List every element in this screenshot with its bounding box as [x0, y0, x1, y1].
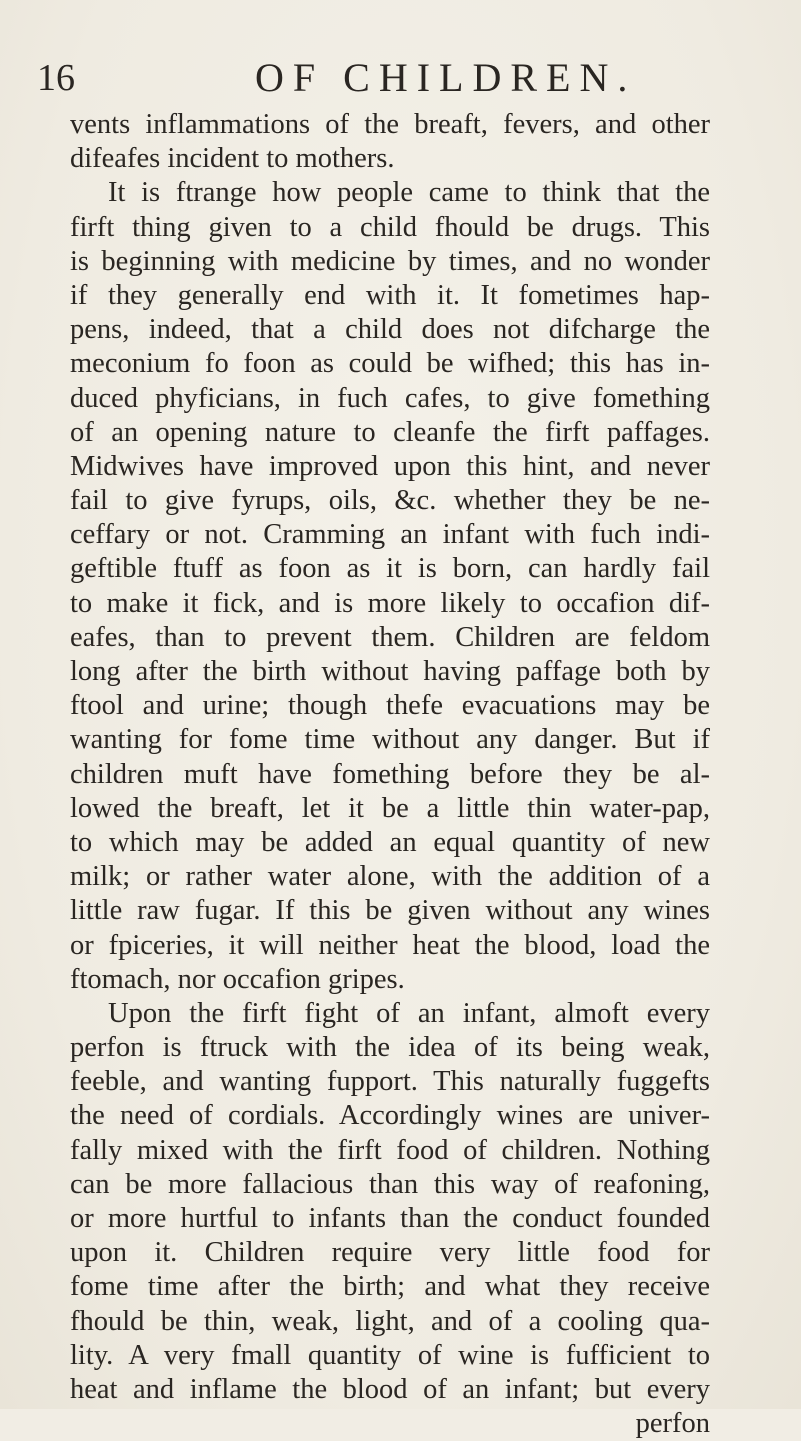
text-line: heat and inflame the blood of an infant; but every: [70, 1373, 710, 1405]
text-line: long after the birth without having paffage both by: [70, 656, 710, 687]
text-line: pens, indeed, that a child does not difcharge the: [70, 314, 710, 346]
text-line: milk; or rather water alone, with the addition of a: [70, 861, 710, 893]
text-line: ceffary or not. Cramming an infant with fuch indi-: [70, 519, 710, 551]
text-line: firft thing given to a child fhould be drugs. This: [70, 211, 710, 243]
text-line: upon it. Children require very little food for: [70, 1237, 710, 1269]
text-line: to which may be added an equal quantity of new: [70, 826, 710, 858]
text-line: geftible ftuff as foon as it is born, can hardly fail: [70, 553, 710, 585]
text-line: little raw fugar. If this be given without any wines: [70, 895, 710, 927]
text-line: to make it fick, and is more likely to occafion dif-: [70, 587, 710, 619]
page-number: 16: [37, 57, 75, 99]
text-line: is beginning with medicine by times, and no wonder: [70, 245, 710, 277]
text-line: ftomach, nor occafion gripes.: [70, 963, 405, 995]
text-line: eafes, than to prevent them. Children are feldom: [70, 621, 710, 653]
text-line: if they generally end with it. It fometimes hap-: [70, 279, 710, 311]
text-line: wanting for fome time without any danger. But if: [70, 724, 710, 756]
text-line: fome time after the birth; and what they receive: [70, 1271, 710, 1303]
catchword: perfon: [635, 1408, 710, 1440]
text-line: lowed the breaft, let it be a little thin water-pap,: [70, 792, 710, 824]
text-line: vents inflammations of the breaft, fevers, and other: [70, 109, 710, 140]
text-line: Upon the firft fight of an infant, almoft every: [108, 997, 710, 1029]
text-line: of an opening nature to cleanfe the firft paffages.: [70, 416, 710, 448]
running-head: OF CHILDREN.: [255, 55, 637, 100]
text-line: lity. A very fmall quantity of wine is fufficient to: [70, 1339, 710, 1371]
text-line: meconium fo foon as could be wifhed; this has in-: [70, 348, 710, 380]
text-line: Midwives have improved upon this hint, and never: [70, 450, 710, 482]
text-line: the need of cordials. Accordingly wines are univer-: [70, 1100, 710, 1132]
text-line: feeble, and wanting fupport. This naturally fuggefts: [70, 1066, 710, 1098]
text-line: fally mixed with the firft food of children. Nothing: [70, 1134, 710, 1166]
text-line: or fpiceries, it will neither heat the blood, load the: [70, 929, 710, 961]
text-line: It is ftrange how people came to think that the: [108, 177, 710, 209]
text-line: difeafes incident to mothers.: [70, 143, 395, 175]
text-line: duced phyficians, in fuch cafes, to give fomething: [70, 382, 710, 414]
text-line: fhould be thin, weak, light, and of a cooling qua-: [70, 1305, 710, 1337]
text-line: perfon is ftruck with the idea of its being weak,: [70, 1032, 710, 1064]
text-line: can be more fallacious than this way of reafoning,: [70, 1168, 710, 1200]
text-line: fail to give fyrups, oils, &c. whether they be ne-: [70, 485, 710, 517]
text-line: or more hurtful to infants than the conduct founded: [70, 1203, 710, 1234]
text-line: children muft have fomething before they be al-: [70, 758, 710, 790]
page-header: [37, 52, 767, 104]
text-line: ftool and urine; though thefe evacuations may be: [70, 690, 710, 722]
